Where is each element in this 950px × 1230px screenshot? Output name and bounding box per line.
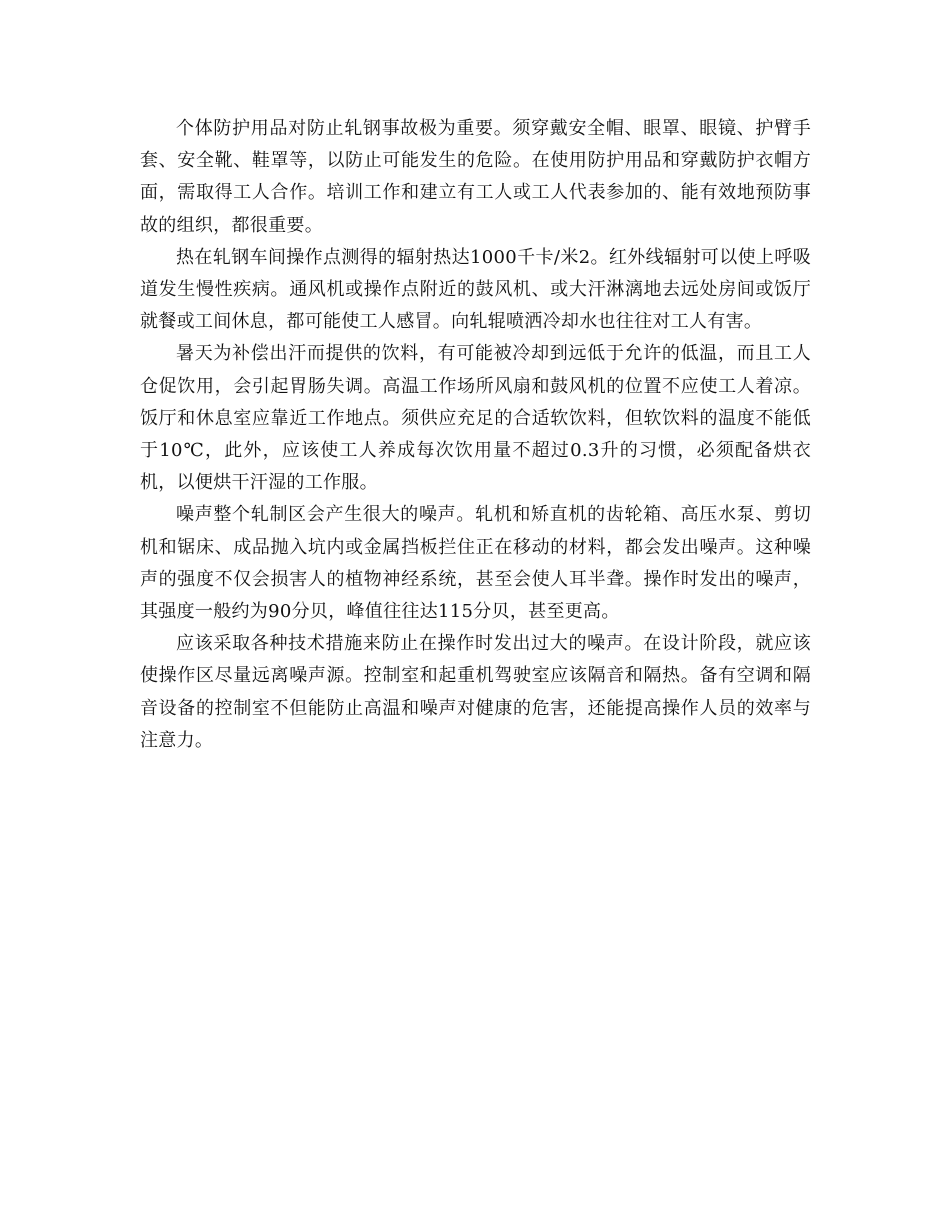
paragraph-noise: 噪声整个轧制区会产生很大的噪声。轧机和矫直机的齿轮箱、高压水泵、剪切机和锯床、成品抛入坑内或金属挡板拦住正在移动的材料，都会发出噪声。这种噪声的强度不仅会损害人的植物神经系统，甚至会使人耳半聋。操作时发出的噪声，其强度一般约为90分贝，峰值往往达115分贝，甚至更高。 [140, 504, 811, 623]
paragraph-noise-control: 应该采取各种技术措施来防止在操作时发出过大的噪声。在设计阶段，就应该使操作区尽量远离噪声源。控制室和起重机驾驶室应该隔音和隔热。备有空调和隔音设备的控制室不但能防止高温和噪声对健康的危害，还能提高操作人员的效率与注意力。 [140, 633, 811, 751]
paragraph-heat: 热在轧钢车间操作点测得的辐射热达1000千卡/米2。红外线辐射可以使上呼吸道发生慢性疾病。通风机或操作点附近的鼓风机、或大汗淋漓地去远处房间或饭厅就餐或工间休息，都可能使工人感冒。向轧辊喷洒冷却水也往往对工人有害。 [140, 246, 811, 333]
paragraph-summer-drinks: 暑天为补偿出汗而提供的饮料，有可能被冷却到远低于允许的低温，而且工人仓促饮用，会引起胃肠失调。高温工作场所风扇和鼓风机的位置不应使工人着凉。饭厅和休息室应靠近工作地点。须供应充足的合适软饮料，但软饮料的温度不能低于10℃，此外，应该使工人养成每次饮用量不超过0.3升的习惯，必须配备烘衣机，以便烘干汗湿的工作服。 [140, 343, 811, 494]
paragraph-personal-protection: 个体防护用品对防止轧钢事故极为重要。须穿戴安全帽、眼罩、眼镜、护臂手套、安全靴、鞋罩等，以防止可能发生的危险。在使用防护用品和穿戴防护衣帽方面，需取得工人合作。培训工作和建立有工人或工人代表参加的、能有效地预防事故的组织，都很重要。 [140, 118, 811, 236]
document-body [140, 113, 811, 757]
